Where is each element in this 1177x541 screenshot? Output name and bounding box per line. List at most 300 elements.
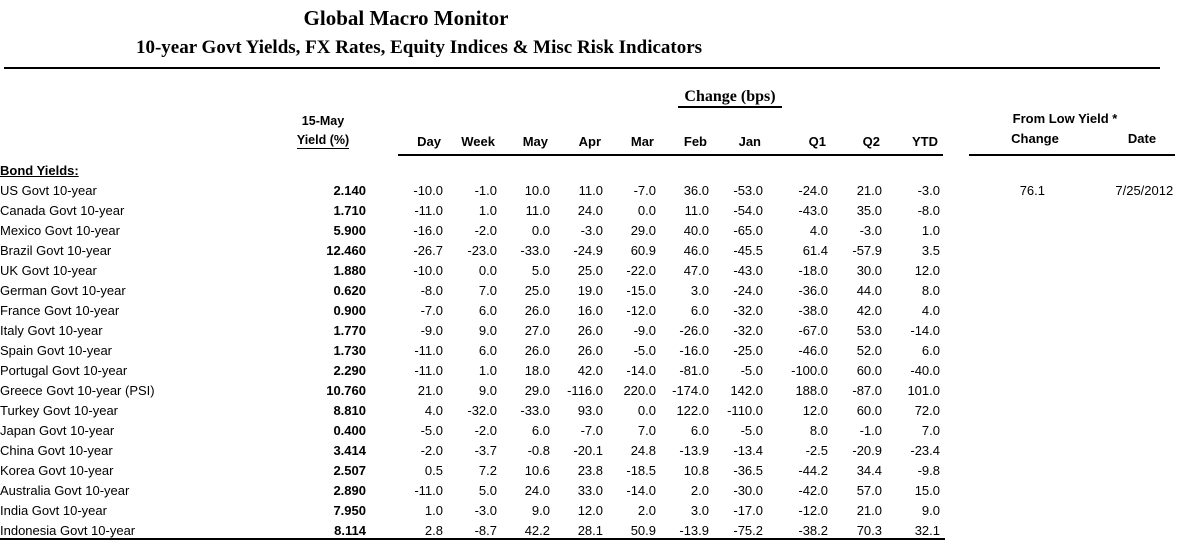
yield-value: 8.810 (333, 402, 366, 418)
yield-column-header (278, 112, 368, 150)
yield-value: 0.400 (333, 422, 366, 438)
yield-value: 5.900 (333, 222, 366, 238)
change-value: 12.0 (914, 262, 940, 278)
from-low-date-value (1045, 320, 1173, 340)
change-value: -3.0 (474, 502, 497, 518)
change-value: 7.2 (478, 462, 497, 478)
from-low-date-value: 7/25/2012 (1115, 182, 1174, 198)
change-value: -3.0 (580, 222, 603, 238)
from-low-header-underline-rule (969, 154, 1175, 156)
period-header-underline-rule (398, 154, 943, 156)
from-low-date-value (1045, 420, 1173, 440)
change-value: 42.0 (577, 362, 603, 378)
table-row (0, 240, 1173, 260)
row-label: Korea Govt 10-year (0, 462, 114, 478)
change-value: -11.0 (414, 362, 443, 378)
change-value: -13.9 (679, 522, 709, 538)
change-value: -81.0 (679, 362, 709, 378)
from-low-date-value (1045, 520, 1173, 540)
change-value: 11.0 (578, 182, 603, 198)
change-value: -8.7 (474, 522, 497, 538)
change-value: 72.0 (914, 402, 940, 418)
change-value: 52.0 (856, 342, 882, 358)
change-value: 4.0 (424, 402, 443, 418)
change-value: 21.0 (856, 502, 882, 518)
table-row (0, 180, 1173, 200)
change-value: -87.0 (852, 382, 882, 398)
yield-value: 2.290 (333, 362, 366, 378)
change-value: -7.0 (633, 182, 656, 198)
period-column-header: Mar (630, 134, 654, 149)
from-low-change-value (970, 440, 1045, 460)
change-value: -45.5 (733, 242, 763, 258)
change-bps-label: Change (bps) (678, 88, 781, 108)
change-value: -15.0 (626, 282, 656, 298)
section-row (0, 160, 1173, 180)
change-value: -30.0 (733, 482, 763, 498)
table-row (0, 340, 1173, 360)
table-row (0, 380, 1173, 400)
change-value: -18.5 (626, 462, 656, 478)
table-row (0, 220, 1173, 240)
change-value: -43.0 (733, 262, 763, 278)
change-value: -20.1 (573, 442, 603, 458)
from-low-change-value (970, 220, 1045, 240)
change-value: 10.8 (683, 462, 709, 478)
change-value: 6.0 (690, 302, 709, 318)
table-row (0, 500, 1173, 520)
from-low-change-value (970, 200, 1045, 220)
change-value: -14.0 (910, 322, 940, 338)
change-value: 12.0 (577, 502, 603, 518)
change-value: 26.0 (577, 342, 603, 358)
change-value: 33.0 (577, 482, 603, 498)
from-low-date-value (1045, 380, 1173, 400)
row-label: Greece Govt 10-year (PSI) (0, 382, 155, 398)
yield-value: 1.730 (333, 342, 366, 358)
from-low-date-value (1045, 260, 1173, 280)
from-low-change-value: 76.1 (1019, 182, 1045, 198)
from-low-date-value (1045, 440, 1173, 460)
change-value: 2.0 (690, 482, 709, 498)
period-column-header: Week (461, 134, 495, 149)
row-label: Portugal Govt 10-year (0, 362, 128, 378)
change-value: 53.0 (856, 322, 882, 338)
spacer-cell (940, 380, 970, 400)
row-label: Indonesia Govt 10-year (0, 522, 136, 538)
spacer-cell (940, 460, 970, 480)
change-value: -38.0 (798, 302, 828, 318)
change-value: 24.0 (524, 482, 550, 498)
from-low-change-value (970, 280, 1045, 300)
change-value: -32.0 (733, 302, 763, 318)
from-low-date-value (1045, 200, 1173, 220)
change-value: 60.9 (630, 242, 656, 258)
yield-value: 0.900 (333, 302, 366, 318)
change-value: 8.0 (809, 422, 828, 438)
change-value: -5.0 (420, 422, 443, 438)
change-value: 3.5 (921, 242, 940, 258)
change-value: -57.9 (852, 242, 882, 258)
change-value: -9.8 (917, 462, 940, 478)
period-column-header: Day (417, 134, 441, 149)
from-low-date-column-header: Date (1127, 131, 1157, 146)
yield-value: 2.140 (333, 182, 366, 198)
change-value: 16.0 (577, 302, 603, 318)
change-value: -32.0 (467, 402, 497, 418)
change-value: -12.0 (798, 502, 828, 518)
change-value: 4.0 (809, 222, 828, 238)
change-value: 6.0 (921, 342, 940, 358)
change-value: 188.0 (795, 382, 828, 398)
change-value: -36.0 (798, 282, 828, 298)
change-value: 19.0 (577, 282, 603, 298)
change-value: 25.0 (577, 262, 603, 278)
spacer-cell (940, 260, 970, 280)
row-label: Canada Govt 10-year (0, 202, 125, 218)
row-label: Italy Govt 10-year (0, 322, 103, 338)
change-value: -11.0 (414, 202, 443, 218)
yield-value: 10.760 (326, 382, 366, 398)
yield-value: 1.880 (333, 262, 366, 278)
change-value: 0.0 (531, 222, 550, 238)
change-value: -26.7 (413, 242, 443, 258)
spacer-cell (940, 320, 970, 340)
change-value: 3.0 (690, 282, 709, 298)
change-value: 0.0 (637, 402, 656, 418)
change-value: -3.0 (917, 182, 940, 198)
change-value: 7.0 (637, 422, 656, 438)
yield-value: 2.507 (333, 462, 366, 478)
from-low-date-value (1045, 360, 1173, 380)
change-value: -44.2 (798, 462, 828, 478)
change-value: -9.0 (633, 322, 656, 338)
change-value: 101.0 (907, 382, 940, 398)
table-row (0, 360, 1173, 380)
table-row (0, 520, 1173, 540)
change-value: 9.0 (478, 322, 497, 338)
change-value: -32.0 (733, 322, 763, 338)
row-label: Japan Govt 10-year (0, 422, 115, 438)
change-value: 70.3 (856, 522, 882, 538)
change-value: 6.0 (531, 422, 550, 438)
from-low-date-value (1045, 500, 1173, 520)
change-value: -26.0 (679, 322, 709, 338)
change-value: 61.4 (802, 242, 828, 258)
table-row (0, 200, 1173, 220)
change-value: 26.0 (524, 302, 550, 318)
change-value: -174.0 (672, 382, 709, 398)
change-value: 9.0 (921, 502, 940, 518)
from-low-change-value (970, 240, 1045, 260)
change-value: 1.0 (478, 202, 497, 218)
from-low-date-value (1045, 220, 1173, 240)
from-low-date-value (1045, 240, 1173, 260)
change-value: 21.0 (856, 182, 882, 198)
from-low-change-column-header: Change (1011, 131, 1059, 146)
change-value: 0.0 (478, 262, 497, 278)
change-value: -16.0 (679, 342, 709, 358)
spacer-cell (940, 420, 970, 440)
period-column-header: Q1 (808, 134, 826, 149)
change-value: 26.0 (577, 322, 603, 338)
change-value: -13.4 (733, 442, 763, 458)
change-value: -2.0 (474, 422, 497, 438)
change-value: 12.0 (802, 402, 828, 418)
row-label: US Govt 10-year (0, 182, 97, 198)
from-low-change-value (970, 380, 1045, 400)
change-value: -10.0 (413, 182, 443, 198)
yield-value: 1.710 (333, 202, 366, 218)
change-value: -9.0 (420, 322, 443, 338)
spacer-cell (940, 340, 970, 360)
from-low-date-value (1045, 280, 1173, 300)
from-low-change-value (970, 520, 1045, 540)
yield-value: 2.890 (333, 482, 366, 498)
change-value: 21.0 (417, 382, 443, 398)
from-low-change-value (970, 300, 1045, 320)
change-value: -11.0 (414, 482, 443, 498)
change-value: -14.0 (626, 482, 656, 498)
change-value: -38.2 (798, 522, 828, 538)
change-value: -53.0 (733, 182, 763, 198)
change-value: 2.8 (424, 522, 443, 538)
from-low-change-value (970, 260, 1045, 280)
change-value: -1.0 (859, 422, 882, 438)
yield-value: 12.460 (326, 242, 366, 258)
change-value: 1.0 (424, 502, 443, 518)
from-low-date-value (1045, 340, 1173, 360)
row-label: China Govt 10-year (0, 442, 113, 458)
change-value: -40.0 (910, 362, 940, 378)
row-label: Mexico Govt 10-year (0, 222, 120, 238)
change-value: 46.0 (683, 242, 709, 258)
change-value: 18.0 (524, 362, 550, 378)
change-value: 220.0 (623, 382, 656, 398)
from-low-change-value (970, 460, 1045, 480)
change-value: -100.0 (791, 362, 828, 378)
spacer-cell (940, 280, 970, 300)
change-value: -16.0 (413, 222, 443, 238)
yield-value: 0.620 (333, 282, 366, 298)
period-column-header: YTD (912, 134, 938, 149)
spacer-cell (940, 400, 970, 420)
change-value: 42.2 (524, 522, 550, 538)
change-value: 122.0 (676, 402, 709, 418)
change-value: -116.0 (567, 382, 603, 398)
change-value: 24.0 (577, 202, 603, 218)
change-value: -65.0 (733, 222, 763, 238)
change-value: 5.0 (531, 262, 550, 278)
spacer-cell (940, 360, 970, 380)
row-label: Australia Govt 10-year (0, 482, 130, 498)
from-low-change-value (970, 360, 1045, 380)
change-value: 4.0 (921, 302, 940, 318)
change-value: 29.0 (630, 222, 656, 238)
period-column-header: May (522, 134, 548, 149)
change-value: 27.0 (524, 322, 550, 338)
change-value: -75.2 (733, 522, 763, 538)
change-value: -11.0 (414, 342, 443, 358)
change-value: -2.0 (420, 442, 443, 458)
change-value: 34.4 (856, 462, 882, 478)
from-low-date-value (1045, 300, 1173, 320)
period-column-header: Apr (578, 134, 601, 149)
spacer-cell (940, 240, 970, 260)
from-low-yield-group-header: From Low Yield * (1012, 111, 1118, 126)
table-row (0, 280, 1173, 300)
change-value: -10.0 (413, 262, 443, 278)
period-column-header: Jan (738, 134, 761, 149)
change-value: -12.0 (626, 302, 656, 318)
table-row (0, 260, 1173, 280)
change-value: 32.1 (914, 522, 940, 538)
change-value: 35.0 (856, 202, 882, 218)
change-value: 142.0 (730, 382, 763, 398)
bond-yields-table (0, 160, 1173, 540)
change-value: -5.0 (633, 342, 656, 358)
spacer-cell (940, 200, 970, 220)
change-value: -17.0 (733, 502, 763, 518)
change-value: -1.0 (474, 182, 497, 198)
from-low-change-value (970, 500, 1045, 520)
spacer-cell (940, 300, 970, 320)
yield-value: 3.414 (333, 442, 366, 458)
row-label: Brazil Govt 10-year (0, 242, 112, 258)
change-value: -7.0 (580, 422, 603, 438)
table-row (0, 420, 1173, 440)
change-value: -54.0 (733, 202, 763, 218)
change-value: 40.0 (683, 222, 709, 238)
change-value: -22.0 (626, 262, 656, 278)
change-value: 29.0 (524, 382, 550, 398)
change-value: -2.5 (805, 442, 828, 458)
table-row (0, 460, 1173, 480)
change-value: -5.0 (740, 422, 763, 438)
change-value: 11.0 (684, 202, 709, 218)
change-value: 6.0 (690, 422, 709, 438)
change-value: 50.9 (630, 522, 656, 538)
period-column-header: Feb (683, 134, 707, 149)
spacer-cell (940, 500, 970, 520)
from-low-change-value (970, 480, 1045, 500)
change-value: 7.0 (478, 282, 497, 298)
change-value: 47.0 (683, 262, 709, 278)
change-value: 44.0 (856, 282, 882, 298)
table-row (0, 440, 1173, 460)
change-value: -46.0 (798, 342, 828, 358)
row-label: German Govt 10-year (0, 282, 126, 298)
change-value: -2.0 (474, 222, 497, 238)
from-low-change-value (970, 320, 1045, 340)
change-value: 7.0 (921, 422, 940, 438)
change-value: 26.0 (524, 342, 550, 358)
change-value: 10.6 (524, 462, 550, 478)
change-value: 2.0 (637, 502, 656, 518)
row-label: Spain Govt 10-year (0, 342, 113, 358)
change-value: 6.0 (478, 302, 497, 318)
from-low-date-value (1045, 480, 1173, 500)
change-value: -7.0 (420, 302, 443, 318)
table-row (0, 300, 1173, 320)
change-value: -23.0 (467, 242, 497, 258)
change-value: 0.0 (637, 202, 656, 218)
change-value: -24.9 (573, 242, 603, 258)
change-value: 36.0 (683, 182, 709, 198)
change-value: 9.0 (531, 502, 550, 518)
period-column-header: Q2 (862, 134, 880, 149)
change-value: 1.0 (921, 222, 940, 238)
change-value: -14.0 (626, 362, 656, 378)
change-value: 60.0 (856, 362, 882, 378)
row-label: France Govt 10-year (0, 302, 120, 318)
from-low-date-value (1045, 400, 1173, 420)
change-value: 93.0 (577, 402, 603, 418)
change-value: 1.0 (478, 362, 497, 378)
period-column-headers (366, 134, 940, 149)
change-value: 42.0 (856, 302, 882, 318)
table-row (0, 480, 1173, 500)
change-value: 6.0 (478, 342, 497, 358)
change-value: -8.0 (420, 282, 443, 298)
change-value: -24.0 (733, 282, 763, 298)
change-value: 24.8 (630, 442, 656, 458)
change-value: -33.0 (520, 242, 550, 258)
yield-header-unit: Yield (%) (296, 133, 350, 147)
table-row (0, 400, 1173, 420)
from-low-change-value (970, 420, 1045, 440)
change-value: -67.0 (798, 322, 828, 338)
report-title: Global Macro Monitor (303, 6, 509, 30)
change-value: 57.0 (856, 482, 882, 498)
change-value: 9.0 (478, 382, 497, 398)
yield-value: 8.114 (334, 522, 366, 538)
change-value: -33.0 (520, 402, 550, 418)
spacer-cell (940, 180, 970, 200)
change-value: 8.0 (921, 282, 940, 298)
change-value: -24.0 (798, 182, 828, 198)
row-label: UK Govt 10-year (0, 262, 97, 278)
change-value: -3.7 (474, 442, 497, 458)
change-value: -110.0 (727, 402, 763, 418)
change-value: -25.0 (733, 342, 763, 358)
spacer-cell (940, 220, 970, 240)
yield-value: 7.950 (333, 502, 366, 518)
spacer-cell (940, 480, 970, 500)
spacer-cell (940, 520, 970, 540)
change-value: 30.0 (856, 262, 882, 278)
change-value: -18.0 (798, 262, 828, 278)
table-row (0, 320, 1173, 340)
change-value: -3.0 (859, 222, 882, 238)
change-value: -5.0 (740, 362, 763, 378)
change-value: 3.0 (690, 502, 709, 518)
title-divider-rule (4, 67, 1160, 69)
change-value: -23.4 (910, 442, 940, 458)
report-subtitle: 10-year Govt Yields, FX Rates, Equity Indices & Misc Risk Indicators (135, 37, 703, 58)
from-low-date-value (1045, 460, 1173, 480)
row-label: India Govt 10-year (0, 502, 107, 518)
row-label: Turkey Govt 10-year (0, 402, 119, 418)
change-value: -8.0 (917, 202, 940, 218)
change-value: -13.9 (679, 442, 709, 458)
change-value: -36.5 (733, 462, 763, 478)
spacer-cell (940, 440, 970, 460)
change-value: 15.0 (914, 482, 940, 498)
change-value: -43.0 (798, 202, 828, 218)
yield-value: 1.770 (333, 322, 366, 338)
from-low-change-value (970, 400, 1045, 420)
